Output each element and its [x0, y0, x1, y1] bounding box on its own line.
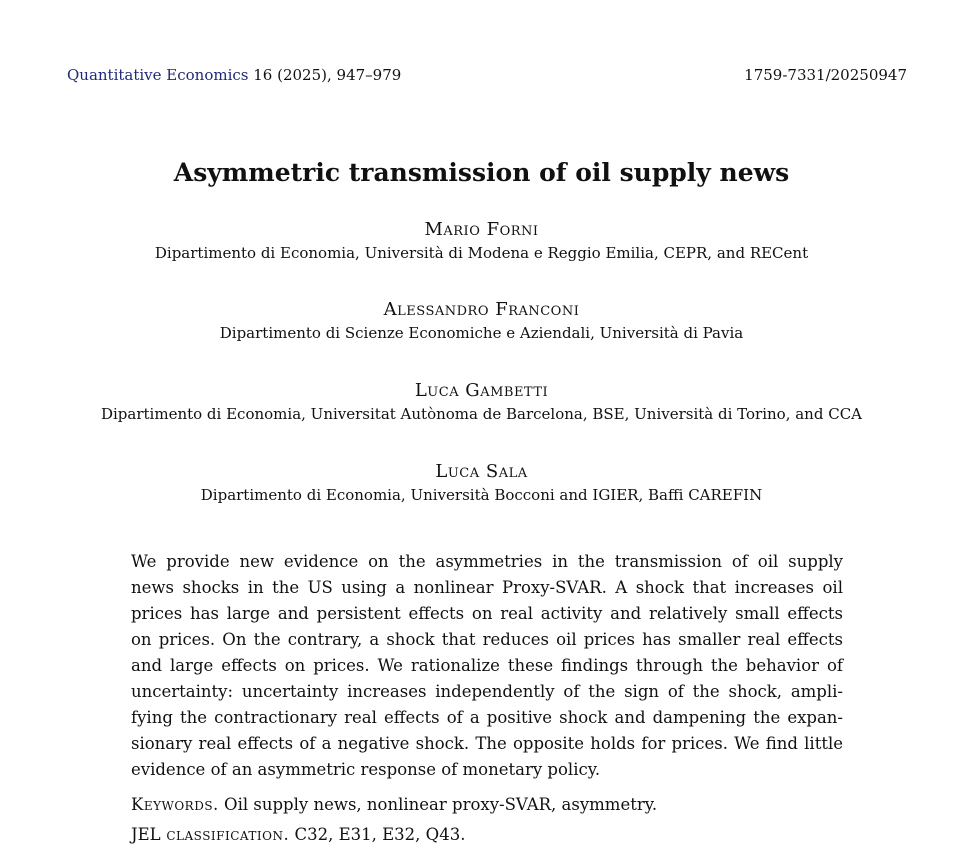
running-header — [67, 64, 907, 86]
author-name: Alessandro Franconi — [383, 299, 580, 320]
abstract — [131, 549, 843, 783]
volume-pages: 16 (2025), 947–979 — [248, 66, 402, 84]
author-affiliation: Dipartimento di Scienze Economiche e Aziendali, Università di Pavia — [219, 324, 744, 342]
author-affiliation: Dipartimento di Economia, Università Bocconi and IGIER, Baffi CAREFIN — [200, 486, 763, 504]
jel-value: C32, E31, E32, Q43. — [289, 825, 466, 844]
abstract-line: fying the contractionary real effects of a positive shock and dampening the expan- — [131, 708, 843, 727]
abstract-line: evidence of an asymmetric response of monetary policy. — [131, 760, 601, 779]
jel-label-prefix: JEL — [131, 825, 161, 844]
author-block-3 — [0, 379, 963, 425]
paper-title: Asymmetric transmission of oil supply news — [173, 158, 790, 187]
issn-code: 1759-7331/20250947 — [744, 66, 907, 84]
author-name: Mario Forni — [424, 219, 539, 240]
author-affiliation: Dipartimento di Economia, Universitat Autònoma de Barcelona, BSE, Università di Torino, and CCA — [100, 405, 862, 423]
keywords-line — [131, 792, 843, 818]
abstract-line: uncertainty: uncertainty increases independently of the sign of the shock, ampli- — [131, 682, 843, 701]
abstract-line: prices has large and persistent effects on real activity and relatively small effects — [131, 604, 843, 623]
abstract-line: on prices. On the contrary, a shock that reduces oil prices has smaller real effects — [131, 630, 843, 649]
author-name: Luca Gambetti — [414, 380, 549, 401]
abstract-line: We provide new evidence on the asymmetries in the transmission of oil supply — [131, 552, 843, 571]
abstract-line: sionary real effects of a negative shock. The opposite holds for prices. We find little — [131, 734, 843, 753]
author-block-2 — [0, 298, 963, 344]
author-block-1 — [0, 218, 963, 264]
journal-name-link[interactable]: Quantitative Economics — [67, 66, 249, 84]
abstract-line: and large effects on prices. We rationalize these findings through the behavior of — [131, 656, 843, 675]
keywords-label: Keywords. — [131, 795, 219, 814]
abstract-line: news shocks in the US using a nonlinear Proxy-SVAR. A shock that increases oil — [131, 578, 843, 597]
author-block-4 — [0, 460, 963, 506]
author-name: Luca Sala — [435, 461, 528, 482]
journal-citation — [67, 64, 401, 86]
jel-line — [131, 822, 843, 848]
keywords-value: Oil supply news, nonlinear proxy-SVAR, asymmetry. — [218, 795, 658, 814]
jel-label-suffix: classification. — [160, 825, 290, 844]
author-affiliation: Dipartimento di Economia, Università di Modena e Reggio Emilia, CEPR, and RECent — [154, 244, 809, 262]
